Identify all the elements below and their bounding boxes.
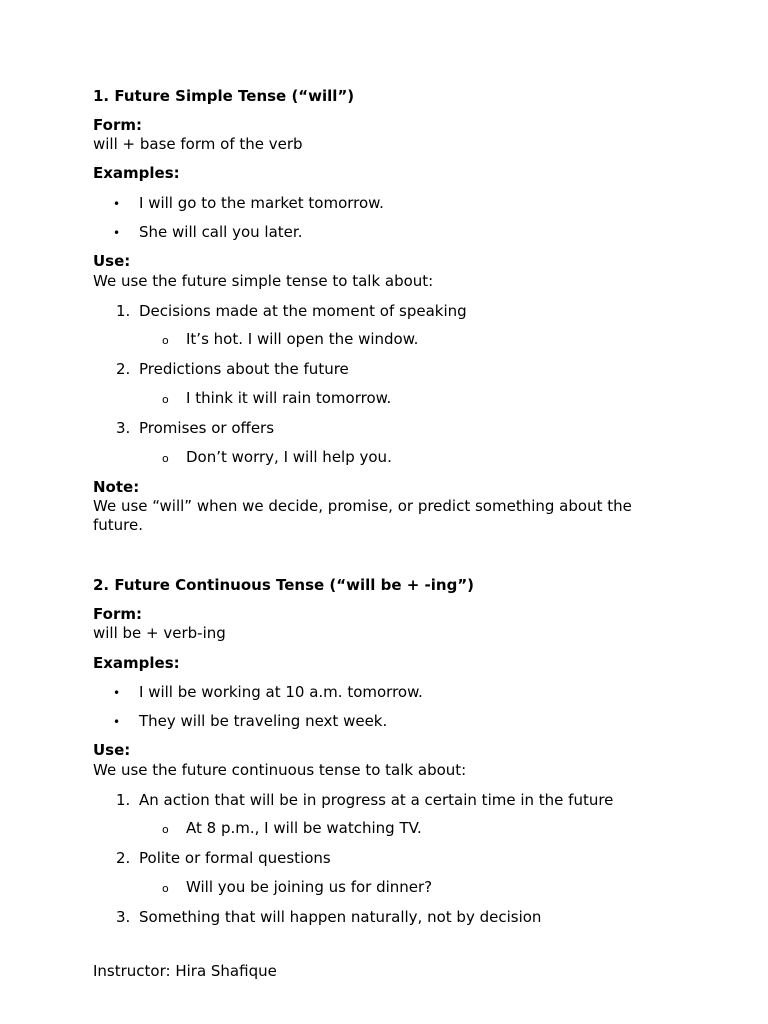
sub-bullet-icon: o [162, 393, 169, 406]
section2-examples-label: Examples: [93, 654, 180, 672]
section1-example-text: I will go to the market tomorrow. [139, 194, 384, 212]
section1-form-label: Form: [93, 116, 142, 134]
use-text: Something that will happen naturally, not by decision [139, 908, 542, 926]
use-example: Don’t worry, I will help you. [186, 448, 392, 466]
sub-bullet-icon: o [162, 882, 169, 895]
bullet-icon: • [113, 226, 121, 240]
use-number: 3. [116, 908, 131, 926]
section2-form-text: will be + verb-ing [93, 624, 226, 642]
use-example: It’s hot. I will open the window. [186, 330, 419, 348]
section1-examples-label: Examples: [93, 164, 180, 182]
sub-bullet-icon: o [162, 334, 169, 347]
use-text: Decisions made at the moment of speaking [139, 302, 467, 320]
section2-example-text: They will be traveling next week. [139, 712, 388, 730]
section1-use-label: Use: [93, 252, 131, 270]
bullet-icon: • [113, 197, 121, 211]
use-number: 2. [116, 849, 131, 867]
use-example: I think it will rain tomorrow. [186, 389, 392, 407]
section1-title: 1. Future Simple Tense (“will”) [93, 87, 355, 105]
section2-use-label: Use: [93, 741, 131, 759]
use-number: 3. [116, 419, 131, 437]
use-text: Promises or offers [139, 419, 275, 437]
use-number: 1. [116, 791, 131, 809]
section2-example-text: I will be working at 10 a.m. tomorrow. [139, 683, 423, 701]
use-text: Predictions about the future [139, 360, 349, 378]
footer-instructor: Instructor: Hira Shafique [93, 962, 277, 980]
use-text: Polite or formal questions [139, 849, 331, 867]
use-text: An action that will be in progress at a certain time in the future [139, 791, 614, 809]
section1-example-text: She will call you later. [139, 223, 303, 241]
use-number: 2. [116, 360, 131, 378]
section1-form-text: will + base form of the verb [93, 135, 303, 153]
section2-form-label: Form: [93, 605, 142, 623]
use-number: 1. [116, 302, 131, 320]
section1-note-label: Note: [93, 478, 140, 496]
section2-title: 2. Future Continuous Tense (“will be + -ing”) [93, 576, 475, 594]
use-example: Will you be joining us for dinner? [186, 878, 433, 896]
section2-use-intro: We use the future continuous tense to talk about: [93, 761, 467, 779]
bullet-icon: • [113, 715, 121, 729]
section1-note-text: We use “will” when we decide, promise, or predict something about the future. [93, 497, 632, 534]
use-example: At 8 p.m., I will be watching TV. [186, 819, 422, 837]
sub-bullet-icon: o [162, 452, 169, 465]
sub-bullet-icon: o [162, 823, 169, 836]
section1-use-intro: We use the future simple tense to talk about: [93, 272, 434, 290]
bullet-icon: • [113, 686, 121, 700]
